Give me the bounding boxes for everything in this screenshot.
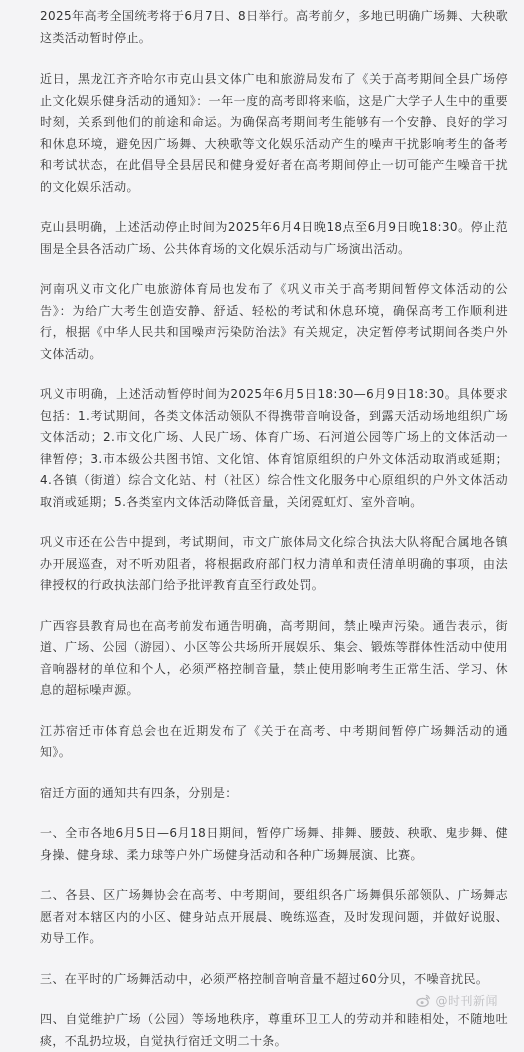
watermark-text: @时刊新闻	[435, 994, 498, 1008]
paragraph: 克山县明确，上述活动停止时间为2025年6月4日晚18点至6月9日晚18:30。停止范围是全县各活动广场、公共体育场的文化娱乐活动与广场演出活动。	[40, 220, 508, 256]
paragraph: 江苏宿迁市体育总会也在近期发布了《关于在高考、中考期间暂停广场舞活动的通知》。	[40, 723, 508, 759]
paragraph: 河南巩义市文化广电旅游体育局也发布了《巩义市关于高考期间暂停文体活动的公告》：为给广大考生创造安静、舒适、轻松的考试和休息环境，确保高考工作顺利进行，根据《中华人民共和国噪声污染防治法》有关规定，决定暂停考试期间各类户外文体活动。	[40, 282, 508, 361]
paragraph: 三、在平时的广场舞活动中，必须严格控制音响音量不超过60分贝，不噪音扰民。	[40, 971, 489, 986]
paragraph: 巩义市还在公告中提到，考试期间，市文广旅体局文化综合执法大队将配合属地各镇办开展巡查，对不听劝阻者，将根据政府部门权力清单和责任清单明确的事项，由法律授权的行政执法部门给予批评教育直至行政处罚。	[40, 535, 508, 592]
paragraph: 巩义市明确，上述活动暂停时间为2025年6月5日18:30—6月9日18:30。具体要求包括：1.考试期间，各类文体活动领队不得携带音响设备，到露天活动场地组织广场文体活动；2.市文化广场、人民广场、体育广场、石河道公园等广场上的文体活动一律暂停；3.市本级公共图书馆、文化馆、体育馆原组织的户外文体活动取消或延期；4.各镇（街道）综合文化站、村（社区）综合性文化服务中心原组织的户外文体活动取消或延期；5.各类室内文体活动降低音量，关闭霓虹灯、室外音响。	[40, 387, 508, 509]
paragraph: 四、自觉维护广场（公园）等场地秩序，尊重环卫工人的劳动并和睦相处，不随地吐痰，不乱扔垃圾，自觉执行宿迁文明二十条。	[40, 1012, 508, 1048]
paragraph: 宿迁方面的通知共有四条，分别是：	[40, 785, 238, 800]
paragraph: 近日，黑龙江齐齐哈尔市克山县文体广电和旅游局发布了《关于高考期间全县广场停止文化娱乐健身活动的通知》：一年一度的高考即将来临，这是广大学子人生中的重要时刻，关系到他们的前途和命运。为确保高考期间考生能够有一个安静、良好的学习和休息环境，避免因广场舞、大秧歌等文化娱乐活动产生的噪声干扰影响考生的备考和考试状态，在此倡导全县居民和健身爱好者在高考期间停止一切可能产生噪音干扰的文化娱乐活动。	[40, 72, 508, 194]
paragraph: 二、各县、区广场舞协会在高考、中考期间，要组织各广场舞俱乐部领队、广场舞志愿者对本辖区内的小区、健身站点开展晨、晚练巡查，及时发现问题，并做好说服、劝导工作。	[40, 888, 508, 945]
weibo-logo-icon	[416, 993, 431, 1008]
paragraph: 2025年高考全国统考将于6月7日、8日举行。高考前夕，多地已明确广场舞、大秧歌这类活动暂时停止。	[40, 9, 508, 45]
watermark	[416, 992, 498, 1009]
paragraph: 广西容县教育局也在高考前发布通告明确，高考期间，禁止噪声污染。通告表示，街道、广场、公园（游园）、小区等公共场所开展娱乐、集会、锻炼等群体性活动中使用音响器材的单位和个人，必须严格控制音量，禁止使用影响考生正常生活、学习、休息的超标噪声源。	[40, 618, 508, 697]
paragraph: 一、全市各地6月5日—6月18日期间，暂停广场舞、排舞、腰鼓、秧歌、鬼步舞、健身操、健身球、柔力球等户外广场健身活动和各种广场舞展演、比赛。	[40, 826, 508, 862]
